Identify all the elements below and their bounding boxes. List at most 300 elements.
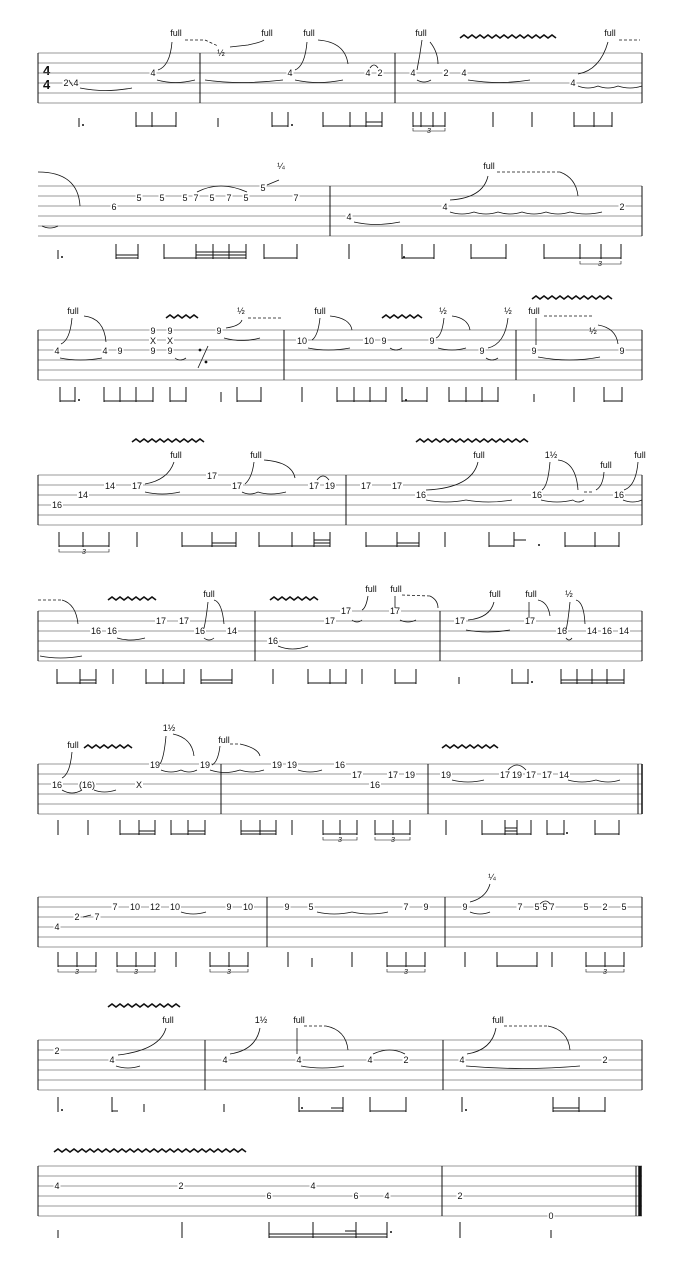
- rhythm-stem: [120, 820, 155, 835]
- fret-number: 19: [404, 770, 416, 780]
- bend-label: full: [303, 28, 315, 38]
- bend-label: ¼: [277, 161, 285, 171]
- tie-arc: [145, 492, 180, 494]
- bend-label: full: [67, 306, 79, 316]
- tie-arc: [426, 500, 466, 502]
- fret-number: 4: [442, 202, 448, 212]
- tab-system: [38, 296, 642, 402]
- fret-number: 16: [613, 490, 625, 500]
- bend-arrow: [598, 325, 618, 344]
- rhythm-dot: [531, 681, 533, 683]
- fret-number: 5: [621, 902, 627, 912]
- rhythm-dot: [61, 1109, 63, 1111]
- bend-arrow: [542, 462, 550, 490]
- fret-numbers: [53, 1046, 608, 1065]
- fret-number: 4: [410, 68, 416, 78]
- rhythm-stem: [547, 820, 564, 835]
- fret-number: 17: [454, 616, 466, 626]
- bend-arrow: [436, 318, 444, 338]
- fret-number: 4: [296, 1055, 302, 1065]
- fret-number: 5: [136, 193, 142, 203]
- rhythm-stem: [241, 820, 276, 835]
- fret-number: 5: [182, 193, 188, 203]
- rhythm-stem: [489, 532, 526, 547]
- bend-labels: [488, 872, 496, 882]
- bend-label: 1½: [162, 723, 176, 733]
- fret-number: 4: [73, 78, 79, 88]
- tie-arc: [452, 780, 484, 782]
- notation-marks: [38, 595, 585, 658]
- bend-label: full: [483, 161, 495, 171]
- fret-number: 16: [106, 626, 118, 636]
- tab-staff: [38, 330, 642, 380]
- fret-number: 9: [150, 326, 156, 336]
- bend-label: full: [473, 450, 485, 460]
- fret-number: 6: [266, 1191, 272, 1201]
- fret-number: 14: [104, 481, 116, 491]
- fret-number: 17: [231, 481, 243, 491]
- tie-arc: [623, 500, 642, 502]
- tuplet-number: 3: [82, 549, 86, 556]
- rhythm-stem: [308, 669, 346, 684]
- bend-arrow: [330, 316, 352, 330]
- bend-labels: [162, 1015, 504, 1025]
- fret-number: 14: [618, 626, 630, 636]
- tie-arc: [317, 912, 352, 914]
- tab-system: [38, 1149, 642, 1238]
- tie-arc: [197, 186, 247, 192]
- bend-label: full: [365, 584, 377, 594]
- fret-number: 19: [440, 770, 452, 780]
- bend-arrow: [566, 602, 570, 630]
- tie-arc: [295, 80, 343, 83]
- fret-numbers: [51, 471, 625, 510]
- rhythm-dot: [465, 1109, 467, 1111]
- fret-number: 17: [387, 770, 399, 780]
- tuplet-number: 3: [391, 837, 395, 844]
- bend-labels: [67, 723, 230, 750]
- fret-number: 17: [351, 770, 363, 780]
- bend-label: full: [293, 1015, 305, 1025]
- fret-number: 16: [90, 626, 102, 636]
- fret-number: 4: [384, 1191, 390, 1201]
- rhythm-stem: [210, 952, 248, 967]
- vibrato: [54, 1149, 246, 1152]
- bend-arrow: [470, 884, 490, 902]
- tie-arc: [242, 492, 258, 494]
- bend-arrow: [38, 172, 80, 206]
- bend-arrow: [245, 462, 254, 484]
- bend-label: full: [162, 1015, 174, 1025]
- fret-number: 16: [601, 626, 613, 636]
- fret-number: 7: [517, 902, 523, 912]
- fret-number: 10: [129, 902, 141, 912]
- tab-system: [38, 1004, 642, 1112]
- fret-number: 17: [525, 770, 537, 780]
- fret-number: 9: [216, 326, 222, 336]
- bend-label: full: [492, 1015, 504, 1025]
- vibrato: [382, 315, 422, 318]
- bend-label: full: [489, 589, 501, 599]
- tie-arc: [538, 357, 600, 360]
- tie-arc: [94, 790, 116, 792]
- fret-number: 19: [324, 481, 336, 491]
- fret-number: 19: [511, 770, 523, 780]
- bend-label: ½: [565, 589, 573, 599]
- bend-label: full: [203, 589, 215, 599]
- vibrato: [132, 439, 204, 442]
- fret-number: 9: [462, 902, 468, 912]
- fret-number: 7: [549, 902, 555, 912]
- rhythm-dot: [301, 1107, 303, 1109]
- fret-number: 16: [267, 636, 279, 646]
- tab-staff: [38, 53, 642, 103]
- vibrato: [166, 315, 198, 318]
- tab-system: [38, 872, 642, 976]
- tie-arc: [566, 638, 572, 640]
- tab-staff: [38, 611, 642, 661]
- tie-arc: [205, 80, 283, 83]
- rhythm-stem: [146, 669, 184, 684]
- fret-number: 4: [365, 68, 371, 78]
- fret-number: 7: [403, 902, 409, 912]
- rhythm-stem: [299, 1097, 343, 1112]
- vibrato: [416, 439, 528, 442]
- bend-labels: [67, 306, 597, 336]
- tab-system: [38, 439, 646, 556]
- time-signature-top: 4: [43, 63, 51, 78]
- rhythm-stem: [272, 112, 288, 127]
- fret-number: 9: [423, 902, 429, 912]
- fret-number: 17: [308, 481, 320, 491]
- rhythm-dot: [82, 124, 84, 126]
- tie-arc: [522, 212, 546, 214]
- rhythm-stem: [395, 669, 416, 684]
- bend-arrow: [576, 600, 585, 624]
- fret-number: 17: [155, 616, 167, 626]
- tie-arc: [498, 212, 522, 214]
- tie-arc: [62, 790, 82, 793]
- rhythm-stem: [171, 820, 205, 835]
- time-signature: [43, 63, 51, 92]
- bend-arrow: [267, 180, 279, 185]
- bend-arrow: [173, 734, 194, 756]
- rhythm-stem: [449, 387, 498, 402]
- rhythm-dot: [405, 399, 407, 401]
- rhythm-dot: [566, 832, 568, 834]
- rhythm-stem: [595, 820, 619, 835]
- notation-marks: [83, 884, 550, 917]
- tie-arc: [204, 638, 214, 640]
- fret-number: 4: [109, 1055, 115, 1065]
- fret-number: 14: [226, 626, 238, 636]
- fret-number: 19: [199, 760, 211, 770]
- fret-number: 9: [531, 346, 537, 356]
- bend-arrow: [548, 1026, 570, 1050]
- bend-arrow: [318, 40, 348, 64]
- fret-number: 0: [548, 1211, 554, 1221]
- notation-marks: [38, 172, 602, 228]
- bend-label: ½: [237, 306, 245, 316]
- bend-label: full: [170, 450, 182, 460]
- tie-arc: [210, 770, 240, 773]
- rhythm-stem: [366, 532, 419, 547]
- tie-arc: [352, 912, 388, 914]
- bend-arrow: [214, 600, 224, 624]
- fret-number: 5: [542, 902, 548, 912]
- fret-number: 5: [159, 193, 165, 203]
- bend-arrow: [160, 736, 166, 764]
- fret-number: 6: [111, 202, 117, 212]
- bend-arrow: [624, 462, 638, 490]
- tie-arc: [181, 912, 206, 914]
- rhythm-stem: [323, 820, 357, 835]
- tie-arc: [474, 212, 498, 214]
- fret-number: 16: [556, 626, 568, 636]
- fret-number: 2: [619, 202, 625, 212]
- fret-number: 7: [94, 912, 100, 922]
- tie-arc: [317, 476, 329, 480]
- bend-labels: [203, 584, 573, 599]
- tie-arc: [470, 912, 490, 914]
- bend-arrow: [226, 320, 242, 328]
- tie-arc: [161, 770, 181, 772]
- tab-system: [38, 584, 642, 684]
- fret-number: 16: [334, 760, 346, 770]
- vibrato: [442, 745, 498, 748]
- fret-number: 2: [602, 902, 608, 912]
- fret-number: 9: [167, 326, 173, 336]
- tie-arc: [598, 86, 618, 88]
- bend-arrow: [450, 176, 488, 200]
- tie-arc: [240, 770, 264, 772]
- tie-arc: [417, 80, 431, 82]
- rhythm-stem: [586, 952, 624, 967]
- fret-number: 5: [260, 183, 266, 193]
- bend-label: full: [170, 28, 182, 38]
- tuplet-number: 3: [227, 969, 231, 976]
- fret-number: 16: [51, 500, 63, 510]
- time-signature-bottom: 4: [43, 77, 51, 92]
- bend-arrow: [158, 42, 172, 70]
- tab-system: [38, 723, 642, 844]
- fret-number: 4: [287, 68, 293, 78]
- fret-number: 4: [570, 78, 576, 88]
- bend-labels: [170, 450, 646, 470]
- tie-arc: [373, 1050, 405, 1054]
- notation-marks: [108, 1004, 580, 1069]
- fret-number: 4: [346, 212, 352, 222]
- bend-arrow: [185, 40, 218, 46]
- bend-label: ¼: [488, 872, 496, 882]
- rhythm-dot: [61, 256, 63, 258]
- tie-arc: [466, 1066, 580, 1069]
- fret-number: 6: [353, 1191, 359, 1201]
- rhythm-stem: [544, 244, 621, 259]
- fret-number: 4: [54, 346, 60, 356]
- bend-arrow: [538, 600, 550, 616]
- rhythm-stem: [170, 387, 186, 402]
- rhythm-stem: [471, 244, 506, 259]
- fret-number: 10: [296, 336, 308, 346]
- fret-number: 4: [150, 68, 156, 78]
- rhythm: [79, 112, 612, 131]
- fret-number: 4: [54, 1181, 60, 1191]
- rhythm-stem: [561, 669, 624, 684]
- fret-number: 10: [169, 902, 181, 912]
- fret-number: X: [149, 336, 157, 346]
- fret-number: 2: [443, 68, 449, 78]
- tie-arc: [298, 770, 322, 772]
- fret-number: 9: [117, 346, 123, 356]
- rhythm-stem: [116, 244, 138, 259]
- bend-arrow: [417, 40, 422, 70]
- tab-staff: [38, 1040, 642, 1090]
- bend-arrow: [488, 318, 508, 348]
- tie-arc: [546, 212, 570, 214]
- rhythm-stem: [182, 532, 236, 547]
- fret-number: 2: [377, 68, 383, 78]
- rhythm-stem: [565, 532, 619, 547]
- tie-arc: [468, 80, 530, 83]
- fret-number: X: [166, 336, 174, 346]
- bend-label: full: [314, 306, 326, 316]
- fret-number: 9: [429, 336, 435, 346]
- tie-arc: [258, 492, 286, 494]
- rhythm-stem: [574, 112, 612, 127]
- tab-staff: [38, 186, 642, 236]
- rhythm: [58, 1222, 551, 1238]
- fret-number: 4: [222, 1055, 228, 1065]
- fret-number: 4: [102, 346, 108, 356]
- tab-staff: [38, 475, 642, 525]
- fret-number: 9: [479, 346, 485, 356]
- fret-number: 14: [77, 490, 89, 500]
- vibrato: [270, 597, 318, 600]
- fret-numbers: [62, 68, 576, 88]
- fret-number: 4: [54, 922, 60, 932]
- fret-number: 17: [131, 481, 143, 491]
- bend-label: ½: [589, 326, 597, 336]
- rhythm: [57, 669, 624, 684]
- tab-system: [38, 28, 642, 135]
- fret-number: 17: [524, 616, 536, 626]
- tie-arc: [541, 500, 573, 502]
- bend-arrow: [452, 316, 470, 330]
- fret-number: 2: [74, 912, 80, 922]
- tie-arc: [596, 780, 620, 782]
- rhythm-stem: [259, 532, 330, 547]
- fret-number: 19: [149, 760, 161, 770]
- fret-number: 10: [242, 902, 254, 912]
- rhythm-stem: [553, 1097, 605, 1112]
- tuplet-number: 3: [404, 969, 408, 976]
- rhythm-dot: [538, 544, 540, 546]
- bend-label: full: [218, 735, 230, 745]
- rhythm: [58, 1097, 605, 1112]
- bend-label: 1½: [254, 1015, 268, 1025]
- bend-arrow: [230, 40, 264, 47]
- tuplet-number: 3: [427, 128, 431, 135]
- rhythm-stem: [164, 244, 246, 259]
- rhythm-stem: [221, 387, 261, 402]
- bend-label: ½: [504, 306, 512, 316]
- rhythm-stem: [497, 952, 537, 967]
- rhythm: [58, 952, 624, 972]
- vibrato: [460, 35, 556, 38]
- tuplet-number: 3: [75, 969, 79, 976]
- rhythm-stem: [264, 244, 297, 259]
- tie-arc: [40, 656, 82, 658]
- fret-number: 16: [51, 780, 63, 790]
- bend-arrow: [430, 596, 438, 608]
- fret-number: 2: [63, 78, 69, 88]
- rhythm-stem: [413, 112, 445, 127]
- bend-labels: [170, 28, 616, 58]
- bend-label: full: [415, 28, 427, 38]
- fret-number: 16: [369, 780, 381, 790]
- bend-arrow: [84, 316, 106, 342]
- rhythm-stem: [57, 669, 96, 684]
- fret-number: 5: [583, 902, 589, 912]
- tab-staff: [38, 1166, 642, 1216]
- fret-number: 17: [340, 606, 352, 616]
- rhythm-stem: [201, 669, 232, 684]
- fret-number: 17: [360, 481, 372, 491]
- fret-number: 4: [459, 1055, 465, 1065]
- rhythm-stem: [512, 669, 528, 684]
- tab-system: [38, 161, 642, 268]
- fret-number: 5: [243, 193, 249, 203]
- fret-number: 2: [403, 1055, 409, 1065]
- rest-dot: [205, 361, 207, 363]
- fret-number: 4: [310, 1181, 316, 1191]
- tie-arc: [466, 500, 512, 502]
- rhythm-stem: [136, 112, 176, 127]
- vibrato: [84, 745, 132, 748]
- fret-number: 17: [178, 616, 190, 626]
- tuplet-number: 3: [134, 969, 138, 976]
- rest-dot: [199, 349, 201, 351]
- bend-arrow: [426, 462, 478, 490]
- rhythm-stem: [112, 1097, 118, 1112]
- tuplet-number: 3: [603, 969, 607, 976]
- bend-arrow: [312, 318, 320, 340]
- rhythm-dot: [390, 1231, 392, 1233]
- tie-arc: [80, 88, 132, 91]
- rhythm-stem: [60, 387, 75, 402]
- fret-number: 12: [149, 902, 161, 912]
- bend-label: full: [528, 306, 540, 316]
- fret-number: (16): [78, 780, 96, 790]
- vibrato: [532, 296, 612, 299]
- fret-number: 2: [54, 1046, 60, 1056]
- fret-numbers: [53, 1181, 554, 1221]
- bend-label: full: [634, 450, 646, 460]
- bend-arrow: [578, 42, 608, 74]
- fret-number: 17: [389, 606, 401, 616]
- tie-arc: [450, 212, 474, 214]
- tie-arc: [578, 86, 598, 88]
- bend-label: full: [604, 28, 616, 38]
- fret-number: 14: [558, 770, 570, 780]
- fret-number: 4: [461, 68, 467, 78]
- vibrato: [108, 597, 156, 600]
- rhythm: [59, 532, 619, 552]
- tie-arc: [570, 212, 602, 214]
- rhythm-stem: [269, 1222, 387, 1238]
- rhythm-stem: [387, 952, 425, 967]
